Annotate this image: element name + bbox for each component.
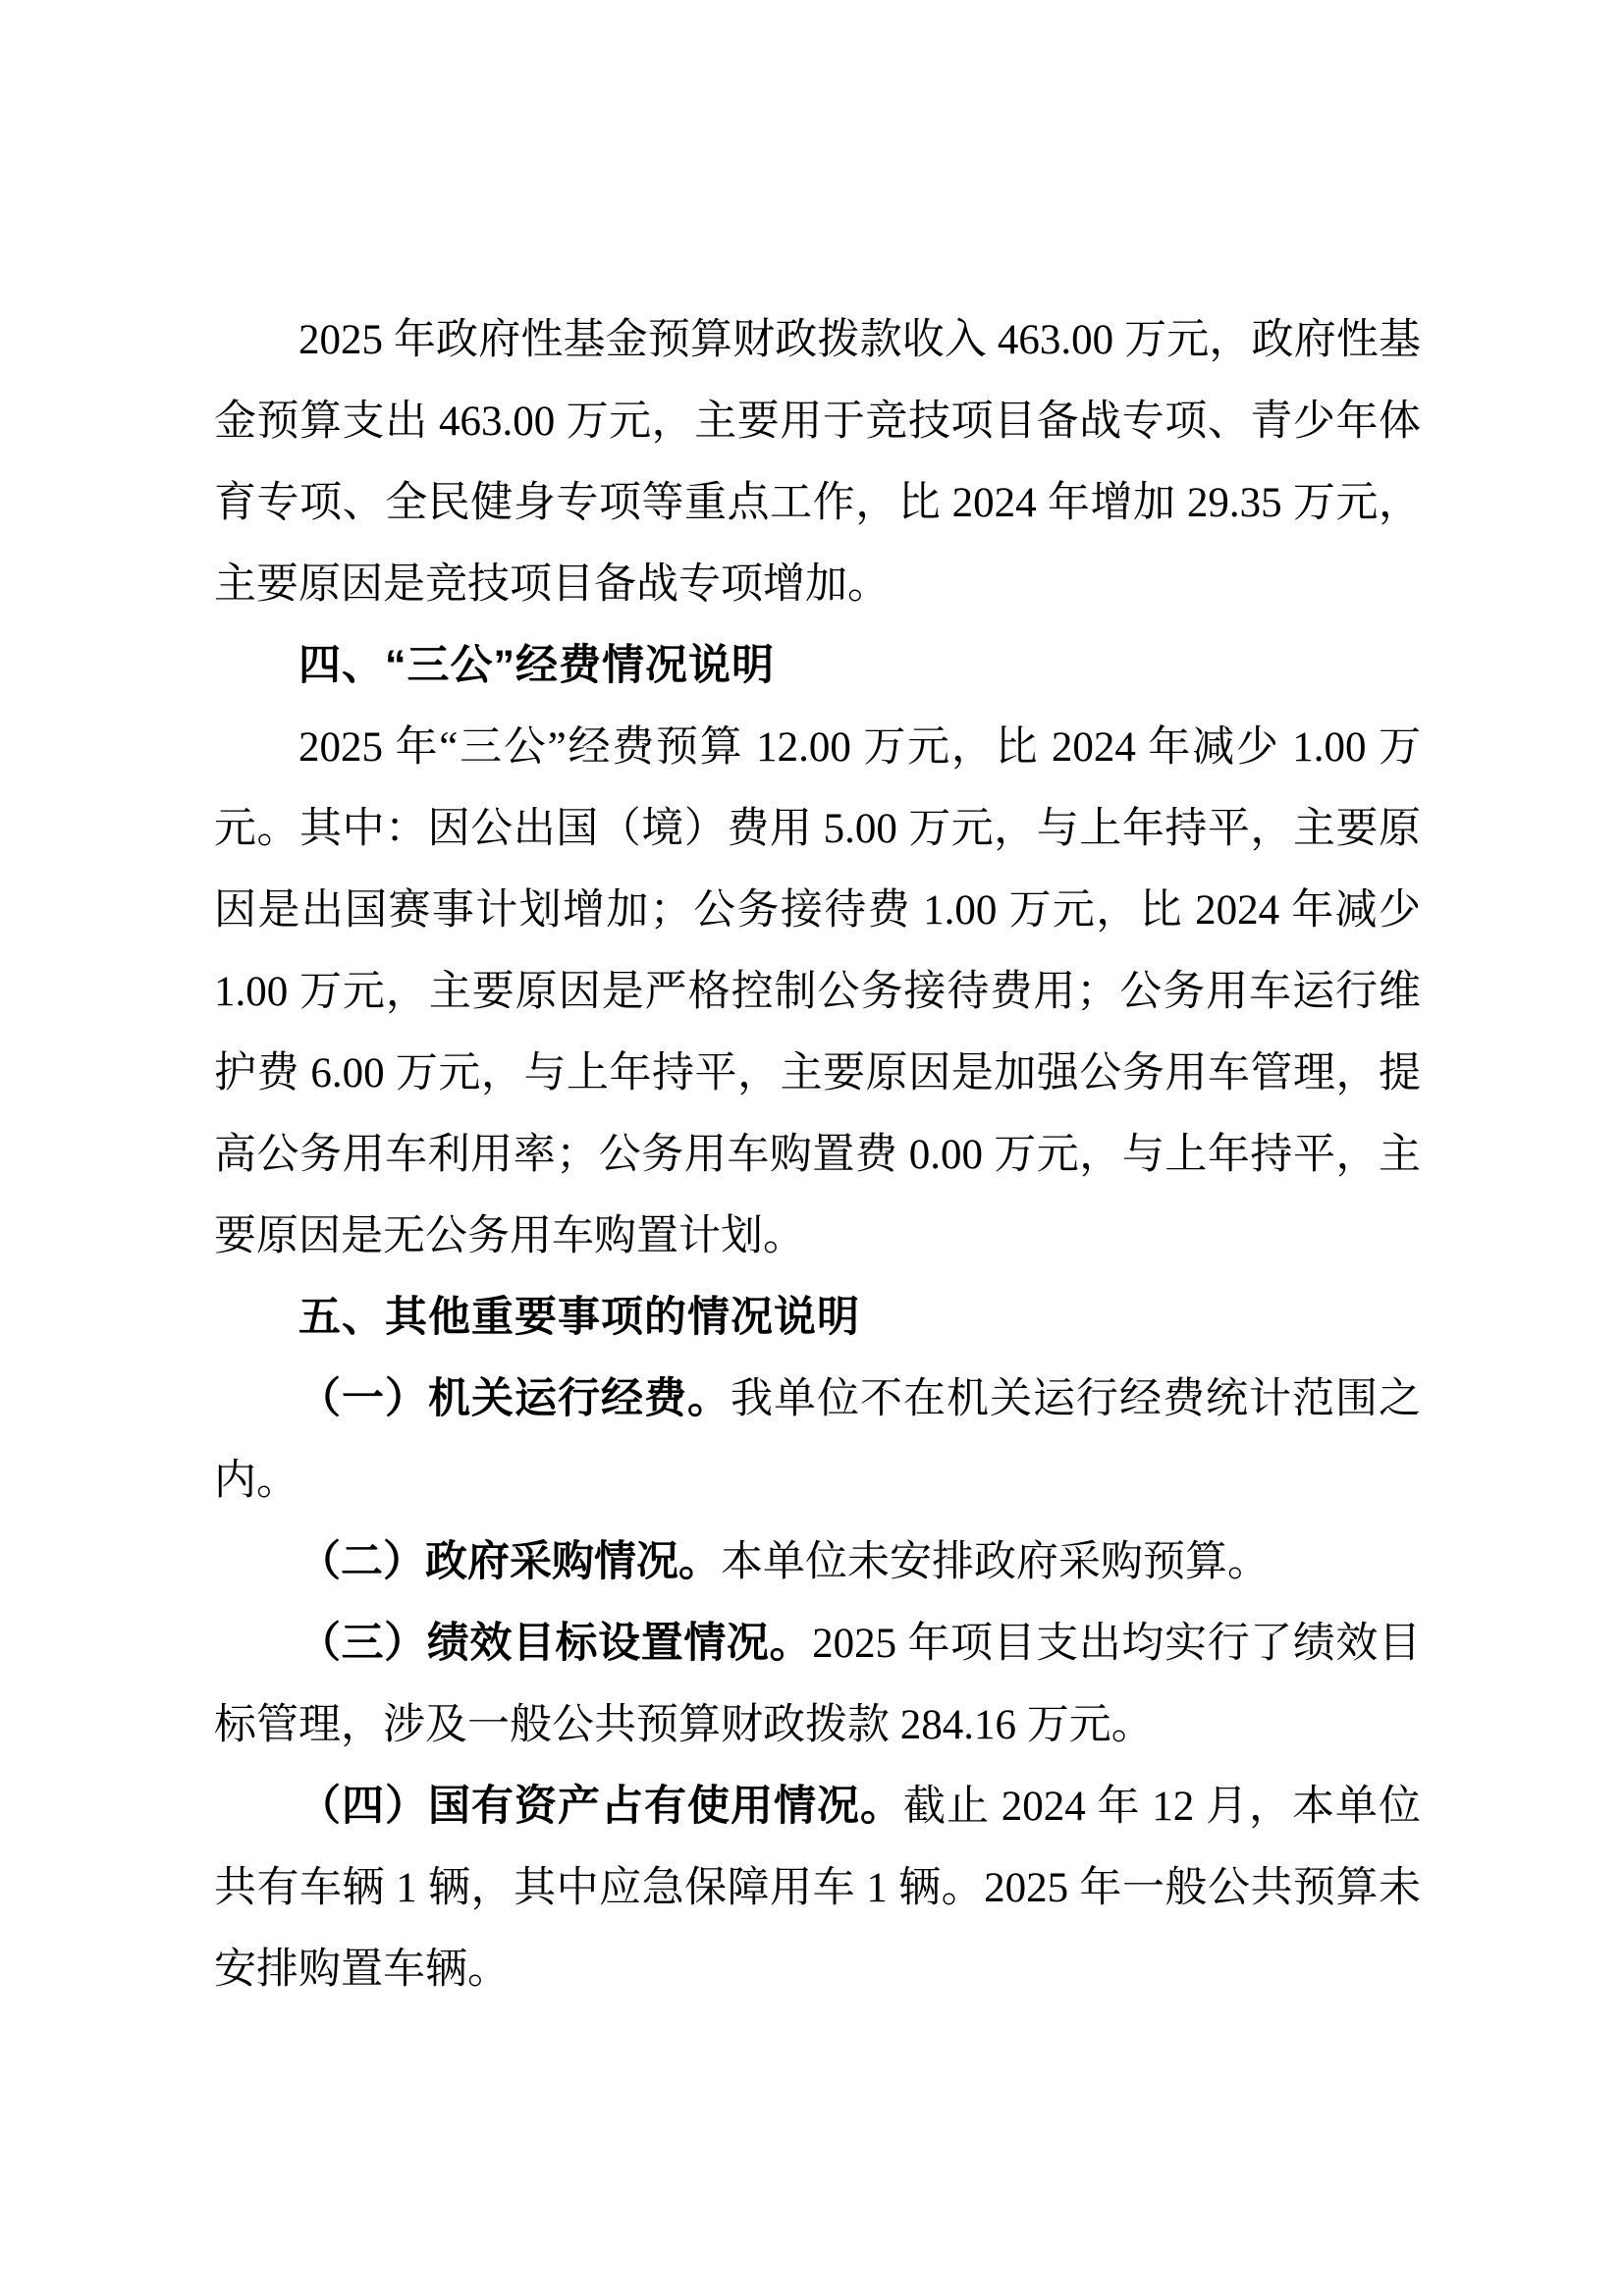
item-text-state-assets: 截止 2024 年 12 月，本单位共有车辆 1 辆，其中应急保障用车 1 辆。2025 年一般公共预算未安排购置车辆。 [214,1784,1421,1993]
heading-section-five-other-important-matters: 五、其他重要事项的情况说明 [298,1294,860,1341]
paragraph-item-agency-operating-funds [214,1359,1421,1522]
item-lead-government-procurement: （二）政府采购情况。 [298,1539,721,1585]
paragraph-three-public-expenses-detail: 2025 年“三公”经费预算 12.00 万元，比 2024 年减少 1.00 万元。其中：因公出国（境）费用 5.00 万元，与上年持平，主要原因是出国赛事计划增加；公务接待费 1.00 万元，比 2024 年减少 1.00 万元，主要原因是严格控制公务接待费用；公务用车运行维护费 6.00 万元，与上年持平，主要原因是加强公务用车管理，提高公务用车利用率；公务用车购置费 0.00 万元，与上年持平，主要原因是无公务用车购置计划。 [214,724,1421,1259]
item-lead-state-assets: （四）国有资产占有使用情况。 [298,1784,903,1830]
item-text-government-procurement: 本单位未安排政府采购预算。 [721,1539,1270,1585]
paragraph-item-performance-targets [214,1603,1421,1766]
item-lead-performance-targets: （三）绩效目标设置情况。 [298,1621,813,1667]
item-lead-agency-operating-funds: （一）机关运行经费。 [298,1376,731,1422]
heading-section-four-three-public-expenses: 四、“三公”经费情况说明 [298,642,775,689]
paragraph-gov-fund-budget: 2025 年政府性基金预算财政拨款收入 463.00 万元，政府性基金预算支出 463.00 万元，主要用于竞技项目备战专项、青少年体育专项、全民健身专项等重点工作，比 2024 年增加 29.35 万元，主要原因是竞技项目备战专项增加。 [214,317,1421,608]
paragraph-item-government-procurement [214,1522,1421,1603]
item-text-agency-operating-funds: 我单位不在机关运行经费统计范围之内。 [214,1376,1421,1504]
item-text-performance-targets: 2025 年项目支出均实行了绩效目标管理，涉及一般公共预算财政拨款 284.16 万元。 [214,1621,1421,1748]
paragraph-item-state-assets [214,1766,1421,2010]
